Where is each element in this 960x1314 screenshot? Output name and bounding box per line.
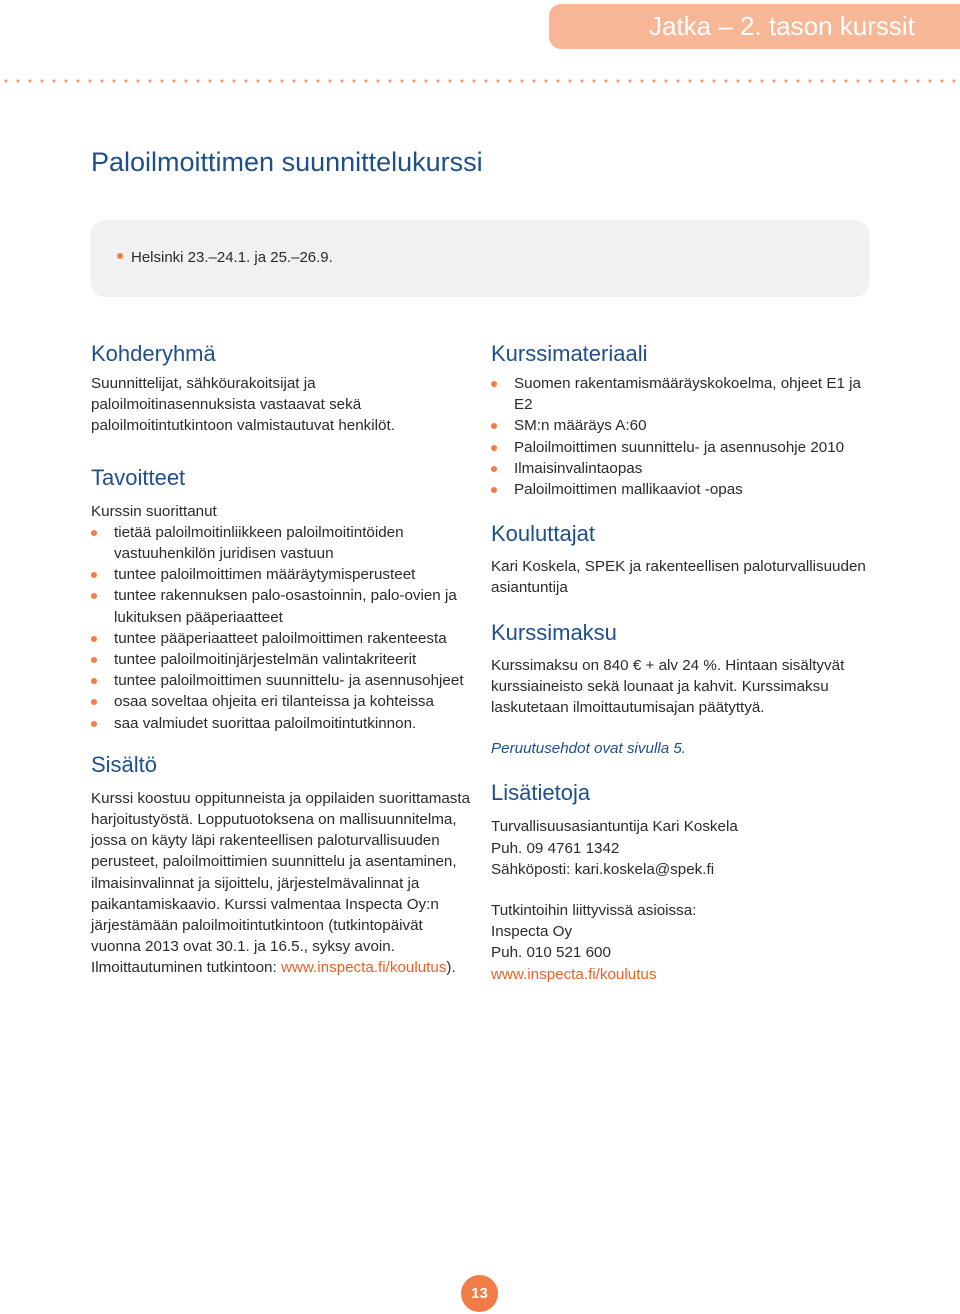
kurssimateriaali-list xyxy=(491,373,881,500)
list-item: tietää paloilmoitinliikkeen paloilmoitintöiden vastuuhenkilön juridisen vastuun xyxy=(91,522,471,564)
exam-line: Tutkintoihin liittyvissä asioissa: xyxy=(491,902,697,920)
right-column xyxy=(491,340,881,985)
tavoitteet-heading: Tavoitteet xyxy=(91,464,186,490)
cancel-note: Peruutusehdot ovat sivulla 5. xyxy=(491,740,687,758)
kohderyhma-heading: Kohderyhmä xyxy=(91,341,216,366)
list-item: Paloilmoittimen mallikaaviot -opas xyxy=(491,479,881,500)
exam-line: Inspecta Oy xyxy=(491,923,573,941)
tavoitteet-intro: Kurssin suorittanut xyxy=(91,502,217,520)
sisalto-suffix: ). xyxy=(446,959,456,977)
bullet-icon xyxy=(117,253,123,259)
sisalto-body: Kurssi koostuu oppitunneista ja oppilaiden suorittamasta harjoitustyöstä. Lopputuotoksena on mallisuunnitelma, jossa on käyty läpi rakenteellisen paloturvallisuuden perusteet, paloilmoittimien suunnittelu ja asentaminen, ilmaisinvalinnat ja sijoittelu, järjestelmävalinnat ja paikantamiskaavio. Kurssi valmentaa Inspecta Oy:n järjestämään paloilmoitintutkintoon (tutkintopäivät vuonna 2013 ovat 30.1. ja 16.5., syksy avoin. Ilmoittautuminen tutkintoon: xyxy=(91,789,471,977)
sisalto-heading: Sisältö xyxy=(91,751,158,777)
list-item: tuntee paloilmoittimen suunnittelu- ja asennusohjeet xyxy=(91,670,471,691)
kurssimaksu-text: Kurssimaksu on 840 € + alv 24 %. Hintaan sisältyvät kurssiaineisto sekä lounaat ja kahvit. Kurssimaksu laskutetaan ilmoittautumisajan päätyttyä. xyxy=(491,656,845,717)
list-item: saa valmiudet suorittaa paloilmoitintutkinnon. xyxy=(91,713,471,734)
page-title: Paloilmoittimen suunnittelukurssi xyxy=(91,147,483,177)
lisatietoja-heading: Lisätietoja xyxy=(491,780,591,806)
section-header-tab: Jatka – 2. tason kurssit xyxy=(549,4,960,49)
list-item: tuntee paloilmoittimen määräytymisperusteet xyxy=(91,564,471,585)
kouluttajat-text: Kari Koskela, SPEK ja rakenteellisen paloturvallisuuden asiantuntija xyxy=(491,558,866,597)
dotted-divider xyxy=(0,79,960,83)
tavoitteet-list xyxy=(91,522,471,734)
list-item: tuntee paloilmoitinjärjestelmän valintakriteerit xyxy=(91,649,471,670)
contact-line: Puh. 09 4761 1342 xyxy=(491,839,620,857)
list-item: Ilmaisinvalintaopas xyxy=(491,458,881,479)
sisalto-text xyxy=(91,788,471,979)
date-text: Helsinki 23.–24.1. ja 25.–26.9. xyxy=(131,249,333,266)
lisatietoja-link[interactable]: www.inspecta.fi/koulutus xyxy=(491,965,657,983)
kohderyhma-text: Suunnittelijat, sähköurakoitsijat ja paloilmoitinasennuksista vastaavat sekä paloilmoitintutkintoon valmistautuvat henkilöt. xyxy=(91,375,395,435)
kurssimateriaali-heading: Kurssimateriaali xyxy=(491,341,648,366)
left-column xyxy=(91,340,471,979)
list-item: tuntee rakennuksen palo-osastoinnin, palo-ovien ja lukituksen pääperiaatteet xyxy=(91,585,471,627)
dates-box xyxy=(91,220,869,297)
inspecta-link[interactable]: www.inspecta.fi/koulutus xyxy=(280,959,447,977)
contact-line: Turvallisuusasiantuntija Kari Koskela xyxy=(491,818,738,836)
kouluttajat-heading: Kouluttajat xyxy=(491,521,595,547)
list-item: osaa soveltaa ohjeita eri tilanteissa ja kohteissa xyxy=(91,691,471,712)
date-item xyxy=(117,249,333,266)
list-item: SM:n määräys A:60 xyxy=(491,415,881,436)
list-item: tuntee pääperiaatteet paloilmoittimen rakenteesta xyxy=(91,628,471,649)
contact-line: Sähköposti: kari.koskela@spek.fi xyxy=(491,860,715,878)
list-item: Paloilmoittimen suunnittelu- ja asennusohje 2010 xyxy=(491,437,881,458)
page-number-badge: 13 xyxy=(461,1275,498,1312)
kurssimaksu-heading: Kurssimaksu xyxy=(491,619,617,645)
exam-line: Puh. 010 521 600 xyxy=(491,944,611,962)
list-item: Suomen rakentamismääräyskokoelma, ohjeet E1 ja E2 xyxy=(491,373,881,415)
